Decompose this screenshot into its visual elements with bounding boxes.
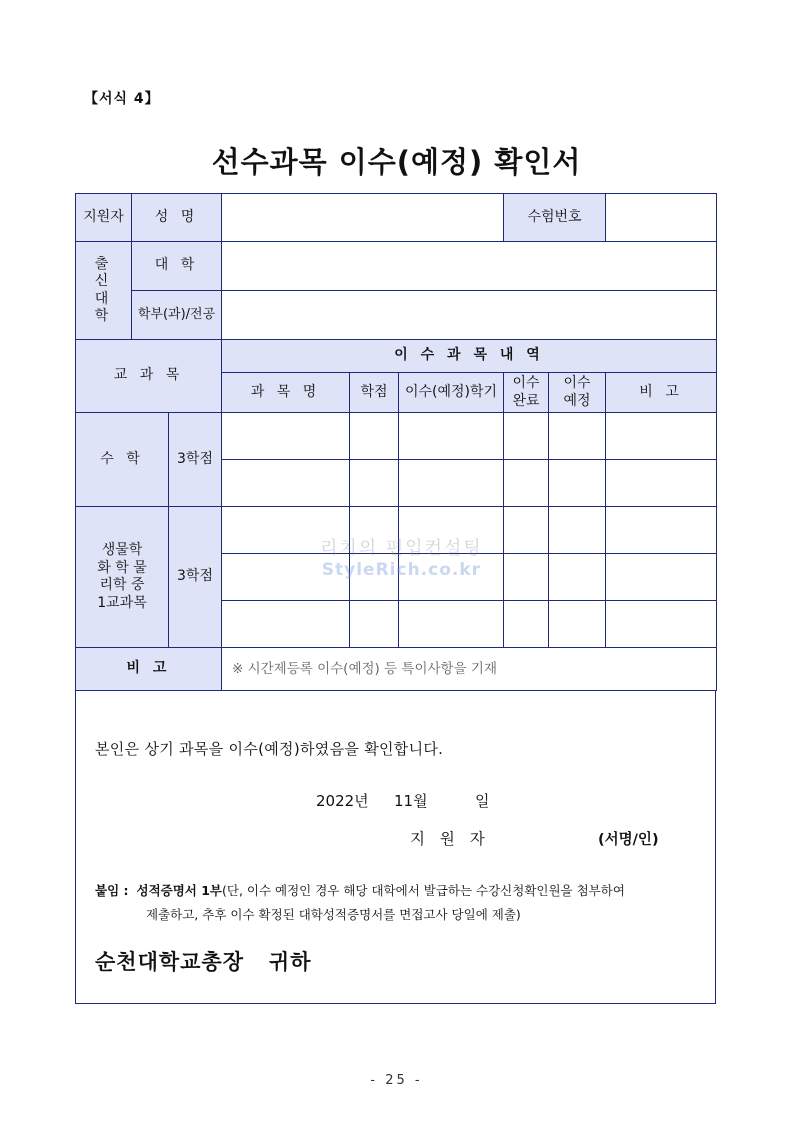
planned-header: 이수 예정 [549, 373, 606, 413]
university-header: 대 학 [132, 242, 222, 291]
remarks-header: 비 고 [606, 373, 717, 413]
name-field[interactable] [222, 194, 504, 242]
math-credits: 3학점 [169, 413, 222, 507]
confirmation-statement: 본인은 상기 과목을 이수(예정)하였음을 확인합니다. [95, 740, 444, 758]
math-planned-cell[interactable] [549, 460, 606, 507]
math-planned-cell[interactable] [549, 413, 606, 460]
math-course-cell[interactable] [222, 460, 350, 507]
science-remarks-cell[interactable] [606, 601, 717, 648]
science-remarks-cell[interactable] [606, 554, 717, 601]
attachment-label: 붙임 : [95, 883, 129, 898]
course-name-header: 과 목 명 [222, 373, 350, 413]
science-credit-cell[interactable] [350, 601, 399, 648]
science-completed-cell[interactable] [504, 601, 549, 648]
applicant-signature-label: 지 원 자 [410, 830, 490, 848]
math-subject: 수 학 [76, 413, 169, 507]
course-confirmation-table [75, 193, 717, 691]
watermark-text-korean: 리치의 편입컨설팅 [320, 538, 483, 559]
date-day: 일 [475, 792, 490, 810]
applicant-header: 지원자 [76, 194, 132, 242]
subject-header: 교 과 목 [76, 340, 222, 413]
science-completed-cell[interactable] [504, 507, 549, 554]
math-semester-cell[interactable] [399, 460, 504, 507]
department-field[interactable] [222, 291, 717, 340]
math-completed-cell[interactable] [504, 413, 549, 460]
science-course-cell[interactable] [222, 554, 350, 601]
exam-number-header: 수험번호 [504, 194, 606, 242]
attachment-document: 성적증명서 1부 [136, 883, 222, 898]
attachment-note-1: (단, 이수 예정인 경우 해당 대학에서 발급하는 수강신청확인원을 첨부하여 [222, 883, 625, 898]
math-semester-cell[interactable] [399, 413, 504, 460]
signature-seal-label: (서명/인) [598, 832, 659, 848]
remarks-note-field[interactable]: ※ 시간제등록 이수(예정) 등 특이사항을 기재 [222, 648, 717, 691]
science-semester-cell[interactable] [399, 601, 504, 648]
course-history-header: 이 수 과 목 내 역 [222, 340, 717, 373]
department-header: 학부(과)/전공 [132, 291, 222, 340]
science-completed-cell[interactable] [504, 554, 549, 601]
science-subject: 생물학 화 학 물리학 중 1교과목 [76, 507, 169, 648]
science-credits: 3학점 [169, 507, 222, 648]
attachment-note-2: 제출하고, 추후 이수 확정된 대학성적증명서를 면접고사 당일에 제출) [146, 907, 521, 922]
origin-university-header: 출 신 대 학 [76, 242, 132, 340]
science-credit-cell[interactable] [350, 507, 399, 554]
science-remarks-cell[interactable] [606, 507, 717, 554]
date-month: 11월 [394, 792, 428, 810]
exam-number-field[interactable] [606, 194, 717, 242]
science-credit-cell[interactable] [350, 554, 399, 601]
science-course-cell[interactable] [222, 601, 350, 648]
math-course-cell[interactable] [222, 413, 350, 460]
semester-header: 이수(예정)학기 [399, 373, 504, 413]
university-field[interactable] [222, 242, 717, 291]
math-completed-cell[interactable] [504, 460, 549, 507]
recipient-line: 순천대학교총장 귀하 [95, 950, 312, 974]
science-planned-cell[interactable] [549, 601, 606, 648]
completed-header: 이수 완료 [504, 373, 549, 413]
attachment-line-1 [95, 881, 715, 899]
math-remarks-cell[interactable] [606, 413, 717, 460]
credits-header: 학점 [350, 373, 399, 413]
math-remarks-cell[interactable] [606, 460, 717, 507]
math-credit-cell[interactable] [350, 413, 399, 460]
document-title: 선수과목 이수(예정) 확인서 [211, 145, 582, 179]
science-semester-cell[interactable] [399, 507, 504, 554]
science-planned-cell[interactable] [549, 507, 606, 554]
remarks-row-header: 비 고 [76, 648, 222, 691]
date-year: 2022년 [316, 792, 369, 810]
science-semester-cell[interactable] [399, 554, 504, 601]
watermark-text-url: StyleRich.co.kr [321, 560, 482, 580]
science-planned-cell[interactable] [549, 554, 606, 601]
form-number-label: 【서식 4】 [84, 91, 160, 107]
name-header: 성 명 [132, 194, 222, 242]
page-number: - 25 - [370, 1073, 423, 1088]
science-course-cell[interactable] [222, 507, 350, 554]
math-credit-cell[interactable] [350, 460, 399, 507]
